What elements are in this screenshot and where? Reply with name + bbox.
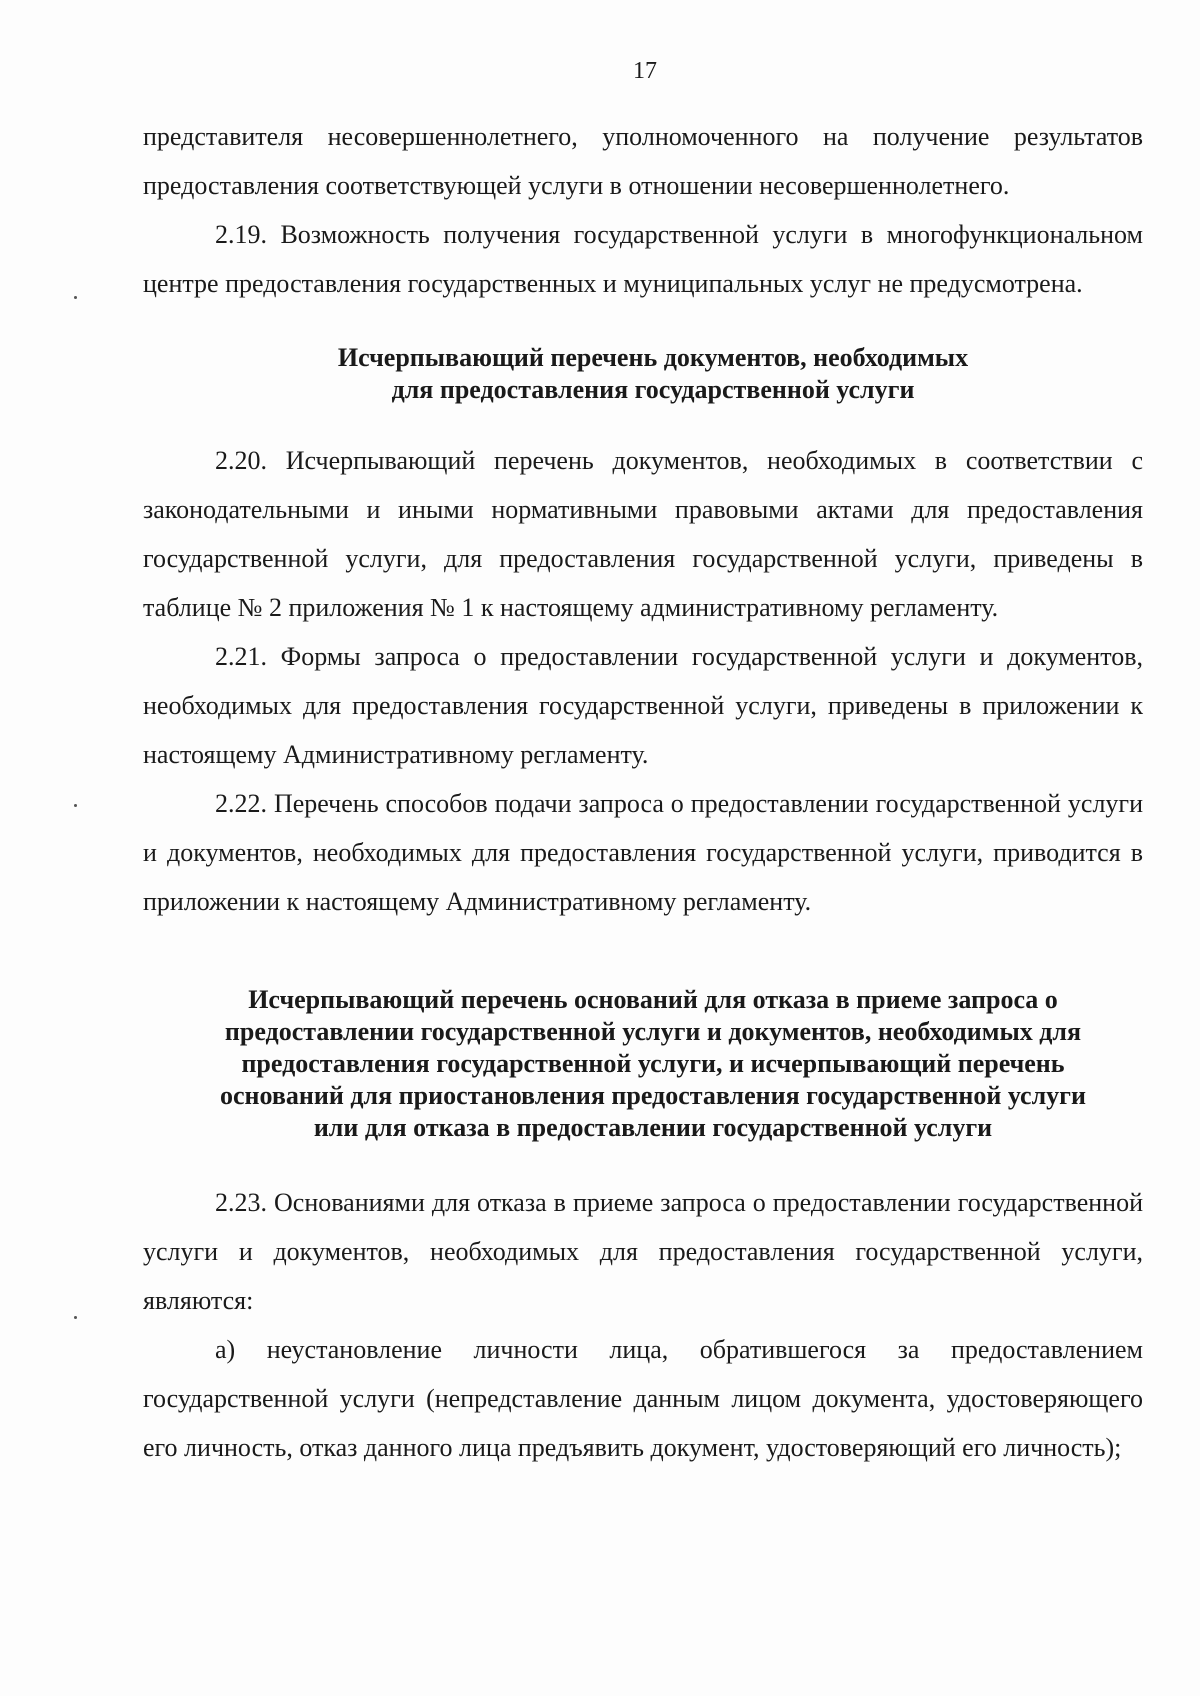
paragraph-continuation: представителя несовершеннолетнего, уполномоченного на получение результатов предоставления соответствующей услуги в отношении несовершеннолетнего. xyxy=(143,122,1143,200)
margin-dot xyxy=(74,296,77,299)
heading-line: для предоставления государственной услуги xyxy=(391,375,915,404)
heading-line: предоставлении государственной услуги и документов, необходимых для xyxy=(224,1017,1082,1046)
heading-line: Исчерпывающий перечень документов, необходимых xyxy=(337,343,969,372)
heading-line: предоставления государственной услуги, и исчерпывающий перечень xyxy=(241,1049,1065,1078)
paragraph-2-23: 2.23. Основаниями для отказа в приеме запроса о предоставлении государственной услуги и документов, необходимых для предоставления государственной услуги, являются: xyxy=(143,1188,1143,1315)
margin-dot xyxy=(74,1316,77,1319)
margin-dot xyxy=(74,804,77,807)
paragraph-2-21: 2.21. Формы запроса о предоставлении государственной услуги и документов, необходимых для предоставления государственной услуги, приведены в приложении к настоящему Административному регламенту. xyxy=(143,642,1143,769)
list-item-a: а) неустановление личности лица, обратившегося за предоставлением государственной услуги (непредставление данным лицом документа, удостоверяющего его личность, отказ данного лица предъявить документ, удостоверяющий его личность); xyxy=(143,1335,1143,1462)
heading-line: Исчерпывающий перечень оснований для отказа в приеме запроса о xyxy=(248,985,1058,1014)
section-heading-documents xyxy=(143,342,1143,406)
page-number: 17 xyxy=(633,58,657,84)
paragraph-2-20: 2.20. Исчерпывающий перечень документов, необходимых в соответствии с законодательными и иными нормативными правовыми актами для предоставления государственной услуги, для предоставления государственной услуги, приведены в таблице № 2 приложения № 1 к настоящему административному регламенту. xyxy=(143,446,1143,622)
section-heading-refusal-grounds xyxy=(143,984,1143,1144)
heading-line: или для отказа в предоставлении государственной услуги xyxy=(313,1113,993,1142)
heading-line: оснований для приостановления предоставления государственной услуги xyxy=(220,1081,1086,1110)
paragraph-2-22: 2.22. Перечень способов подачи запроса о предоставлении государственной услуги и документов, необходимых для предоставления государственной услуги, приводится в приложении к настоящему Административному регламенту. xyxy=(143,789,1143,916)
document-body xyxy=(143,112,1143,1472)
paragraph-2-19: 2.19. Возможность получения государственной услуги в многофункциональном центре предоставления государственных и муниципальных услуг не предусмотрена. xyxy=(143,220,1143,298)
